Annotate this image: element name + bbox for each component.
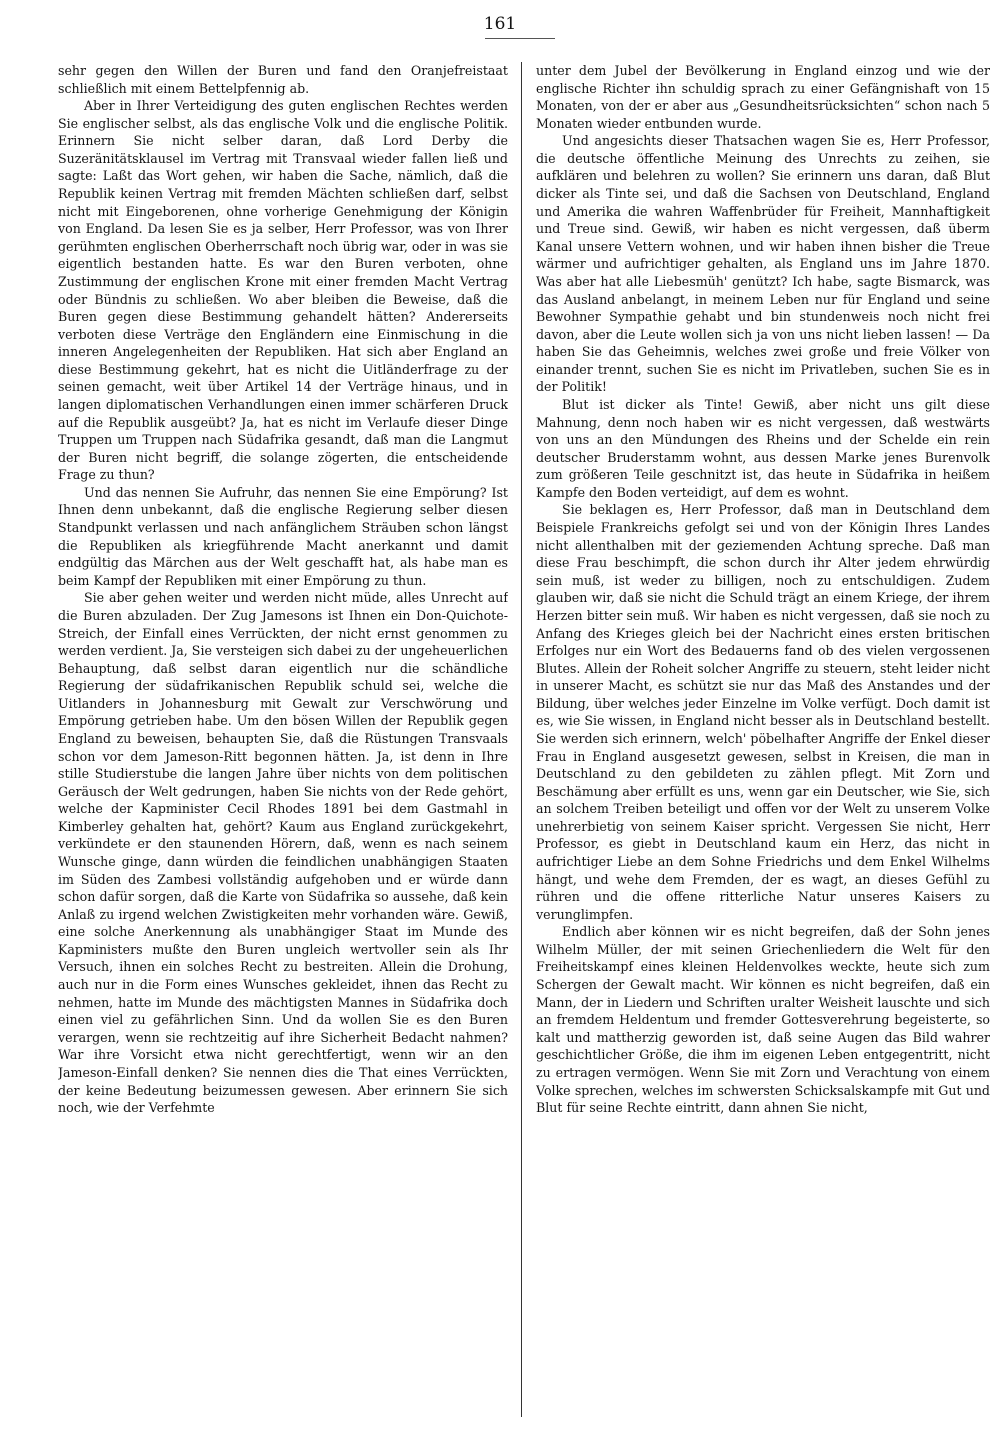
page-number: 161 xyxy=(483,14,517,34)
paragraph: unter dem Jubel der Bevölkerung in England einzog und wie der englische Richter ihn schuldig sprach zu einer Gefängnishaft von 15 Monaten, von der er aber aus „Gesundheitsrücksichten“ schon nach 5 Monaten wieder entbunden wurde. xyxy=(536,63,990,131)
paragraph: Endlich aber können wir es nicht begreifen, daß der Sohn jenes Wilhelm Müller, der mit seinen Griechenliedern die Welt für den Freiheitskampf eines kleinen Heldenvolkes weckte, heute sich zum Schergen der Gewalt macht. Wir können es nicht begreifen, daß ein Mann, der in Liedern und Schriften uralter Weisheit lauschte und sich an fremdem Heldentum und fremder Gottesverehrung begeisterte, so kalt und mattherzig geworden ist, daß seine Augen das Bild wahrer geschichtlicher Größe, die ihm im eigenen Leben entgegentritt, nicht zu ertragen vermögen. Wenn Sie mit Zorn und Verachtung von einem Volke sprechen, welches im schwersten Schicksalskampfe mit Gut und Blut für seine Rechte eintritt, dann ahnen Sie nicht, xyxy=(536,924,990,1116)
paragraph: Sie aber gehen weiter und werden nicht müde, alles Unrecht auf die Buren abzuladen. Der Zug Jamesons ist Ihnen ein Don-Quichote-Streich, der Einfall eines Verrückten, der nicht ernst genommen zu werden verdient. Ja, Sie versteigen sich dabei zu der ungeheuerlichen Behauptung, daß selbst daran eigentlich nur die schändliche Regierung der südafrikanischen Republik schuld sei, welche die Uitlanders in Johannesburg mit Gewalt zur Verschwörung und Empörung getrieben habe. Um den bösen Willen der Republik gegen England zu beweisen, behaupten Sie, daß die Rüstungen Transvaals schon vor dem Jameson-Ritt begonnen hätten. Ja, ist denn in Ihre stille Studierstube die langen Jahre über nichts von dem politischen Geräusch der Welt gedrungen, haben Sie nichts von der Rede gehört, welche der Kapminister Cecil Rhodes 1891 bei dem Gastmahl in Kimberley gehalten hat, gehört? Kaum aus England zurückgekehrt, verkündete er den staunenden Hörern, daß, wenn es nach seinem Wunsche ginge, dann würden die feindlichen unabhängigen Staaten im Süden des Zambesi vollständig aufgehoben und er würde dann schon dafür sorgen, daß die Karte von Südafrika so aussehe, daß kein Anlaß zu irgend welchen Zwistigkeiten mehr vorhanden wäre. Gewiß, eine solche Anerkennung als unabhängiger Staat im Munde des Kapministers mußte den Buren ungleich wertvoller sein als Ihr Versuch, ihnen ein solches Recht zu bestreiten. Allein die Drohung, auch nur in die Form eines Wunsches gekleidet, ihnen das Recht zu nehmen, hatte im Munde des mächtigsten Mannes in Südafrika doch einen viel zu gefährlichen Sinn. Und da wollen Sie es den Buren verargen, wenn sie rechtzeitig auf ihre Sicherheit Bedacht nahmen? War ihre Vorsicht etwa nicht gerechtfertigt, wenn wir an den Jameson-Einfall denken? Sie nennen dies die That eines Verrückten, der keine Bedeutung beizumessen gewesen. Aber erinnern Sie sich noch, wie der Verfehmte xyxy=(58,590,508,1116)
paragraph: Und das nennen Sie Aufruhr, das nennen Sie eine Empörung? Ist Ihnen denn unbekannt, daß die englische Regierung selber diesen Standpunkt verlassen und nach anfänglichem Sträuben schon längst die Republiken als kriegführende Macht anerkannt und damit endgültig das Märchen aus der Welt geschafft hat, als habe man es beim Kampf der Republiken mit einer Empörung zu thun. xyxy=(58,484,508,588)
paragraph: Sie beklagen es, Herr Professor, daß man in Deutschland dem Beispiele Frankreichs gefolgt sei und von der Königin Ihres Landes nicht allenthalben mit der geziemenden Achtung spreche. Daß man diese Frau beschimpft, die schon durch ihr Alter jedem ehrwürdig sein muß, ist weder zu billigen, noch zu entschuldigen. Zudem glauben wir, daß sie nicht die Schuld trägt an einem Kriege, der ihrem Herzen bitter sein muß. Wir haben es nicht vergessen, daß sie noch zu Anfang des Krieges gleich bei der Nachricht eines ersten britischen Erfolges nur ein Wort des Bedauerns fand ob des vielen vergossenen Blutes. Allein der Roheit solcher Angriffe zu steuern, steht leider nicht in unserer Macht, es schützt sie nur das Maß des Anstandes und der Bildung, über welches jeder Einzelne im Volke verfügt. Doch damit ist es, wie Sie wissen, in England nicht besser als in Deutschland bestellt. Sie werden sich erinnern, welch' pöbelhafter Angriffe der Enkel dieser Frau in England ausgesetzt gewesen, selbst in Kreisen, die man in Deutschland zu den gebildeten zu zählen pflegt. Mit Zorn und Beschämung aber erfüllt es uns, wenn gar ein Deutscher, wie Sie, sich an solchem Treiben beteiligt und offen vor der Welt zu unserem Volke unehrerbietig von seinem Kaiser spricht. Vergessen Sie nicht, Herr Professor, es giebt in Deutschland kaum ein Herz, das nicht in aufrichtiger Liebe an dem Sohne Friedrichs und dem Enkel Wilhelms hängt, und wehe dem Fremden, der es wagt, an dieses Gefühl zu rühren und die offene ritterliche Natur unseres Kaisers zu verunglimpfen. xyxy=(536,502,990,922)
paragraph: Blut ist dicker als Tinte! Gewiß, aber nicht uns gilt diese Mahnung, denn noch haben wir es nicht vergessen, daß westwärts von uns an den Mündungen des Rheins und der Schelde ein rein deutscher Bruderstamm wohnt, aus dessen Marke jenes Burenvolk zum größeren Teile geschnitzt ist, das heute in Südafrika in heißem Kampfe den Boden verteidigt, auf dem es wohnt. xyxy=(536,396,990,500)
page-number-rule xyxy=(485,38,555,39)
column-divider xyxy=(521,62,522,1417)
right-column xyxy=(536,62,990,1422)
paragraph: Aber in Ihrer Verteidigung des guten englischen Rechtes werden Sie englischer selbst, als das englische Volk und die englische Politik. Erinnern Sie nicht selber daran, daß Lord Derby die Suzeränitätsklausel im Vertrag mit Transvaal wieder fallen ließ und sagte: Laßt das Wort gehen, wir haben die Sache, nämlich, daß die Republik keinen Vertrag mit fremden Mächten schließen darf, selbst nicht mit Eingeborenen, ohne vorherige Genehmigung der Königin von England. Da lesen Sie es ja selber, Herr Professor, was von Ihrer gerühmten englischen Oberherrschaft noch übrig war, oder in was sie eigentlich bestanden hatte. Es war den Buren verboten, ohne Zustimmung der englischen Krone mit einer fremden Macht Vertrag oder Bündnis zu schließen. Wo aber bleiben die Beweise, daß die Buren gegen diese Bestimmung gehandelt hätten? Andererseits verboten diese Verträge den Engländern eine Einmischung in die inneren Angelegenheiten der Republiken. Hat sich aber England an diese Bestimmung gekehrt, hat es nicht die Uitländerfrage zu der seinen gemacht, weit über Artikel 14 der Verträge hinaus, und in langen diplomatischen Verhandlungen einen immer schärferen Druck auf die Republik ausgeübt? Ja, hat es nicht im Verlaufe dieser Dinge Truppen um Truppen nach Südafrika gesandt, daß man die Langmut der Buren nicht begriff, die solange zögerten, die entscheidende Frage zu thun? xyxy=(58,98,508,483)
left-column xyxy=(58,62,508,1422)
paragraph: sehr gegen den Willen der Buren und fand den Oranjefreistaat schließlich mit einem Bettelpfennig ab. xyxy=(58,63,508,96)
paragraph: Und angesichts dieser Thatsachen wagen Sie es, Herr Professor, die deutsche öffentliche Meinung des Unrechts zu zeihen, sie aufklären und belehren zu wollen? Sie erinnern uns daran, daß Blut dicker als Tinte sei, und daß die Sachsen von Deutschland, England und Amerika die wahren Waffenbrüder für Freiheit, Mannhaftigkeit und Treue sind. Gewiß, wir haben es nicht vergessen, daß überm Kanal unsere Vettern wohnen, und wir haben ihnen bisher die Treue wärmer und aufrichtiger gehalten, als England uns im Jahre 1870. Was aber hat alle Liebesmüh' genützt? Ich habe, sagte Bismarck, was das Ausland anbelangt, in meinem Leben nur für England und seine Bewohner Sympathie gehabt und bin stundenweis noch nicht frei davon, aber die Leute wollen sich ja von uns nicht lieben lassen! — Da haben Sie das Geheimnis, welches zwei große und freie Völker von einander trennt, suchen Sie es nicht im Privatleben, suchen Sie es in der Politik! xyxy=(536,133,990,395)
